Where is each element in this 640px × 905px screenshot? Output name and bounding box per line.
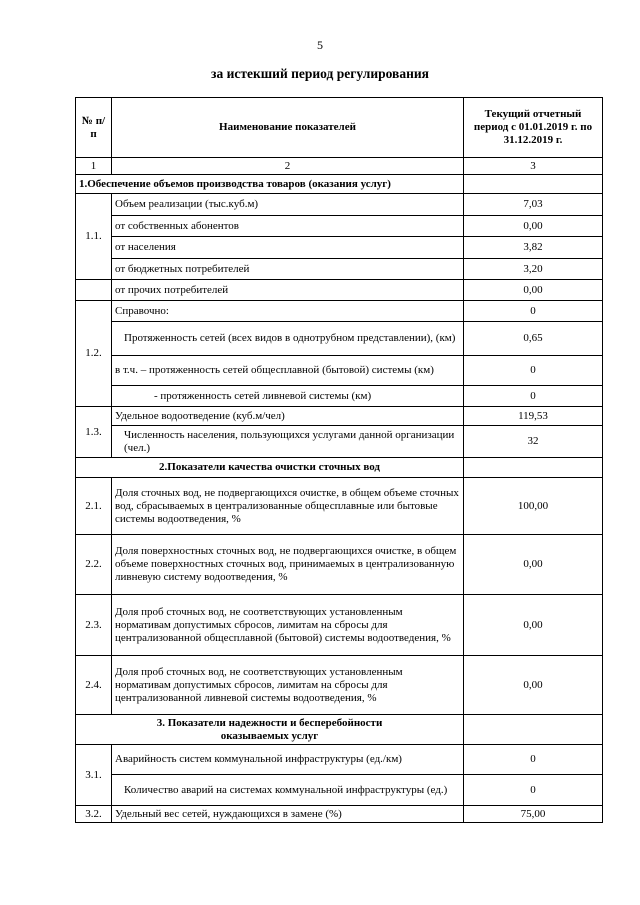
section-title: 1.Обеспечение объемов производства товаров (оказания услуг) <box>76 175 464 194</box>
col-number: 2 <box>112 158 464 175</box>
table-row <box>76 301 603 322</box>
row-name: Справочно: <box>112 301 464 322</box>
row-value: 0,00 <box>464 535 603 595</box>
table-row <box>76 280 603 301</box>
row-name: от населения <box>112 237 464 259</box>
section-row <box>76 715 603 745</box>
section-row <box>76 458 603 478</box>
empty-cell <box>464 715 603 745</box>
row-number: 2.4. <box>76 656 112 715</box>
table-row <box>76 426 603 458</box>
section-row <box>76 175 603 194</box>
page-number: 5 <box>317 38 323 52</box>
header-name: Наименование показателей <box>112 98 464 158</box>
row-value: 3,82 <box>464 237 603 259</box>
empty-cell <box>76 280 112 301</box>
header-num: № п/п <box>76 98 112 158</box>
row-value: 0,00 <box>464 656 603 715</box>
table-row <box>76 478 603 535</box>
table-row <box>76 595 603 656</box>
row-name: Доля поверхностных сточных вод, не подвергающихся очистке, в общем объеме поверхностных сточных вод, принимаемых в централизованную ливневую систему водоотведения, % <box>112 535 464 595</box>
col-number: 3 <box>464 158 603 175</box>
row-value: 0,00 <box>464 216 603 237</box>
row-value: 75,00 <box>464 806 603 823</box>
row-value: 0 <box>464 301 603 322</box>
col-number: 1 <box>76 158 112 175</box>
row-name: Объем реализации (тыс.куб.м) <box>112 194 464 216</box>
table-row <box>76 356 603 386</box>
table-row <box>76 194 603 216</box>
row-number: 2.1. <box>76 478 112 535</box>
row-number: 3.2. <box>76 806 112 823</box>
table-row <box>76 322 603 356</box>
document-heading: за истекший период регулирования <box>211 66 429 81</box>
row-value: 3,20 <box>464 259 603 280</box>
row-name: Аварийность систем коммунальной инфраструктуры (ед./км) <box>112 745 464 775</box>
row-value: 32 <box>464 426 603 458</box>
table-row <box>76 216 603 237</box>
empty-cell <box>464 458 603 478</box>
row-name: от собственных абонентов <box>112 216 464 237</box>
row-name: от прочих потребителей <box>112 280 464 301</box>
row-name: Доля проб сточных вод, не соответствующих установленным нормативам допустимых сбросов, лимитам на сбросы для централизованной общесплавной (бытовой) системы водоотведения, % <box>112 595 464 656</box>
row-value: 7,03 <box>464 194 603 216</box>
row-name: в т.ч. – протяженность сетей общесплавной (бытовой) системы (км) <box>112 356 464 386</box>
table-row <box>76 237 603 259</box>
table-row <box>76 259 603 280</box>
row-name: Протяженность сетей (всех видов в однотрубном представлении), (км) <box>112 322 464 356</box>
section-title <box>76 715 464 745</box>
row-number: 1.1. <box>76 194 112 280</box>
table-row <box>76 775 603 806</box>
row-number: 2.3. <box>76 595 112 656</box>
row-value: 0 <box>464 356 603 386</box>
section-title-text: 3. Показатели надежности и бесперебойности оказываемых услуг <box>156 716 383 742</box>
row-value: 100,00 <box>464 478 603 535</box>
row-name: Численность населения, пользующихся услугами данной организации (чел.) <box>112 426 464 458</box>
row-value: 0 <box>464 745 603 775</box>
row-name: от бюджетных потребителей <box>112 259 464 280</box>
indicators-table <box>75 97 603 823</box>
row-value: 0,65 <box>464 322 603 356</box>
row-name: Доля проб сточных вод, не соответствующих установленным нормативам допустимых сбросов, лимитам на сбросы для централизованной ливневой системы водоотведения, % <box>112 656 464 715</box>
row-value: 0,00 <box>464 595 603 656</box>
row-name: Количество аварий на системах коммунальной инфраструктуры (ед.) <box>112 775 464 806</box>
row-value: 0,00 <box>464 280 603 301</box>
table-row <box>76 656 603 715</box>
row-name: Доля сточных вод, не подвергающихся очистке, в общем объеме сточных вод, сбрасываемых в централизованные общесплавные или бытовые системы водоотведения, % <box>112 478 464 535</box>
table-row <box>76 407 603 426</box>
column-numbers-row <box>76 158 603 175</box>
section-title: 2.Показатели качества очистки сточных вод <box>76 458 464 478</box>
table-row <box>76 386 603 407</box>
header-value: Текущий отчетный период с 01.01.2019 г. по 31.12.2019 г. <box>464 98 603 158</box>
row-number: 2.2. <box>76 535 112 595</box>
row-name: - протяженность сетей ливневой системы (км) <box>112 386 464 407</box>
row-number: 1.2. <box>76 301 112 407</box>
table-row <box>76 745 603 775</box>
row-number: 3.1. <box>76 745 112 806</box>
row-value: 0 <box>464 775 603 806</box>
row-number: 1.3. <box>76 407 112 458</box>
empty-cell <box>464 175 603 194</box>
table-row <box>76 535 603 595</box>
row-name: Удельное водоотведение (куб.м/чел) <box>112 407 464 426</box>
table-row <box>76 806 603 823</box>
table-header-row <box>76 98 603 158</box>
row-value: 0 <box>464 386 603 407</box>
row-value: 119,53 <box>464 407 603 426</box>
row-name: Удельный вес сетей, нуждающихся в замене (%) <box>112 806 464 823</box>
